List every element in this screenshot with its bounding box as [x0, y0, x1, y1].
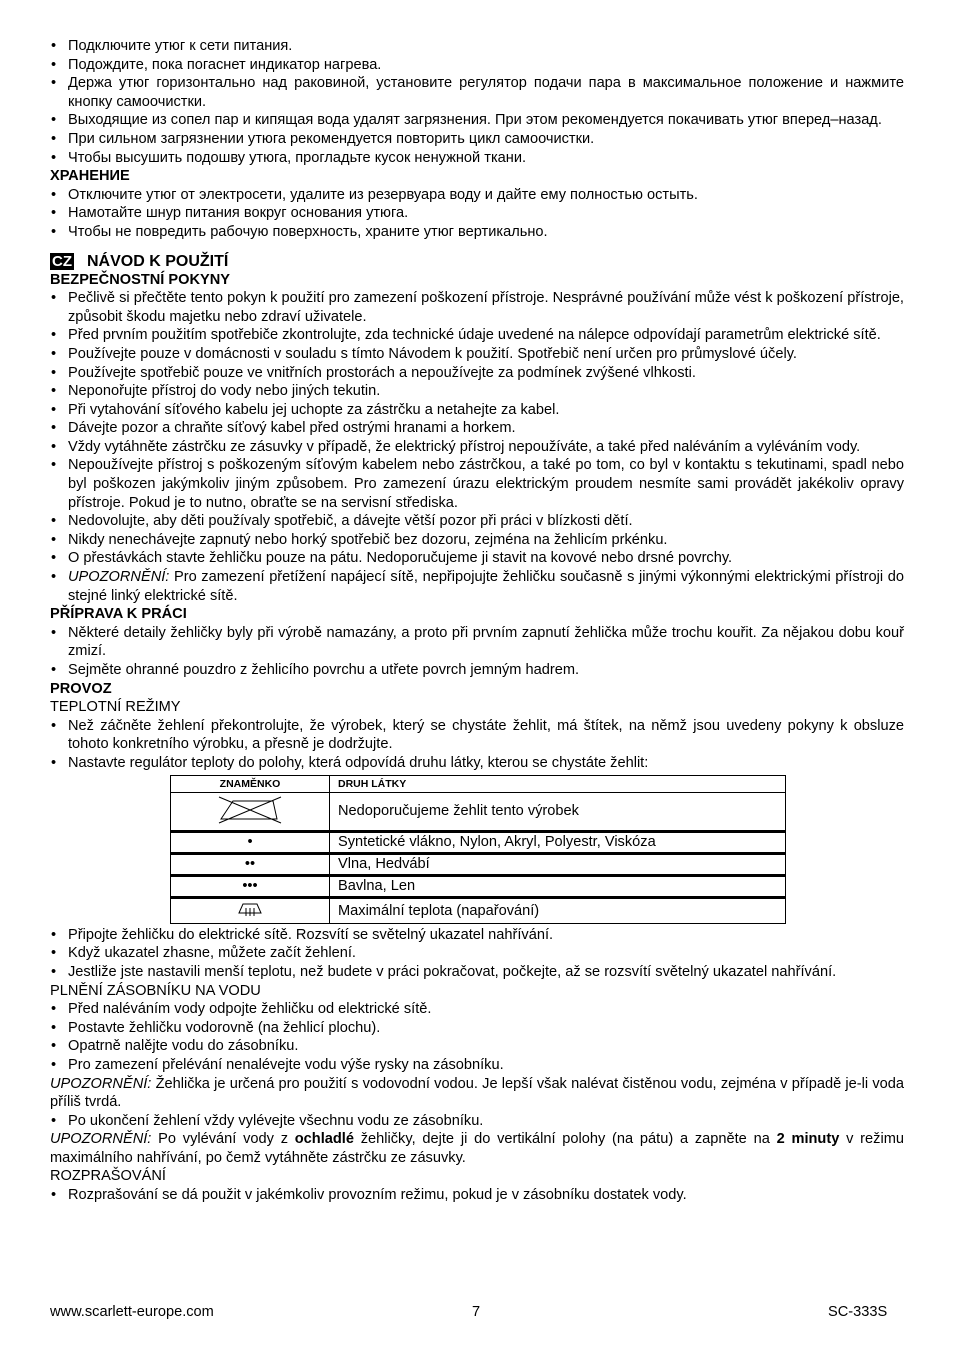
list-item: • Vždy vytáhněte zástrčku ze zásuvky v případě, že elektrický přístroj nepoužíváte, a také před naléváním a vyléváním vody.	[50, 438, 904, 457]
table-cell-fabric: Syntetické vlákno, Nylon, Akryl, Polyestr, Viskóza	[330, 832, 786, 854]
ru-storage-list	[50, 186, 904, 242]
warning-text: v režimu maximálního nahřívání, po čemž vytáhněte zástrčku ze zásuvky.	[50, 1131, 904, 1166]
list-item: • Postavte žehličku vodorovně (na žehlicí plochu).	[50, 1019, 904, 1038]
cz-spray-list	[50, 1186, 904, 1205]
list-item: • Sejměte ohranné pouzdro z žehlicího povrchu a utřete povrch jemným hadrem.	[50, 661, 904, 680]
cz-safety-warning	[50, 568, 904, 605]
list-item: • Pro zamezení přelévání nenalévejte vodu výše rysky na zásobníku.	[50, 1056, 904, 1075]
list-item: • Выходящие из сопел пар и кипящая вода удалят загрязнения. При этом рекомендуется покачивать утюг вперед–назад.	[50, 111, 904, 130]
list-item: • O přestávkách stavte žehličku pouze na pátu. Nedoporučujeme ji stavit na kovové nebo drsné povrchy.	[50, 549, 904, 568]
list-item: • Opatrně nalějte vodu do zásobníku.	[50, 1037, 904, 1056]
cz-safety-list	[50, 289, 904, 568]
no-iron-icon	[171, 792, 330, 832]
page-content	[50, 37, 904, 1205]
cz-fill-after-list	[50, 1112, 904, 1131]
table-cell-fabric: Nedoporučujeme žehlit tento výrobek	[330, 792, 786, 832]
table-row	[171, 832, 786, 854]
list-item: • Pečlivě si přečtěte tento pokyn k použití pro zamezení poškození přístroje. Nesprávné používání může vést k poškození přístroje, způsobit škodu majetku nebo zdraví uživatele.	[50, 289, 904, 326]
list-item: • Держа утюг горизонтально над раковиной, установите регулятор подачи пара в максимальное положение и нажмите кнопку самоочистки.	[50, 74, 904, 111]
table-cell-fabric: Bavlna, Len	[330, 876, 786, 898]
list-item: • Подождите, пока погаснет индикатор нагрева.	[50, 56, 904, 75]
list-item: • Nastavte regulátor teploty do polohy, která odpovídá druhu látky, kterou se chystáte žehlit:	[50, 754, 904, 773]
list-item: • Před naléváním vody odpojte žehličku od elektrické sítě.	[50, 1000, 904, 1019]
table-cell-fabric: Maximální teplota (napařování)	[330, 898, 786, 924]
page-footer	[50, 1303, 890, 1323]
list-item: • Nedovolujte, aby děti používaly spotřebič, a dávejte větší pozor při práci v blízkosti dětí.	[50, 512, 904, 531]
list-item: • Подключите утюг к сети питания.	[50, 37, 904, 56]
list-item: • Чтобы высушить подошву утюга, прогладьте кусок ненужной ткани.	[50, 149, 904, 168]
cz-fill-warning-2	[50, 1130, 904, 1167]
list-item: • Před prvním použitím spotřebiče zkontrolujte, zda technické údaje uvedené na nálepce odpovídají parametrům elektrické sítě.	[50, 326, 904, 345]
table-cell-symbol: ••	[171, 854, 330, 876]
list-item: • Používejte pouze v domácnosti v souladu s tímto Návodem k použití. Spotřebič není určen pro průmyslové účely.	[50, 345, 904, 364]
table-cell-symbol: •	[171, 832, 330, 854]
cz-op-heading: PROVOZ	[50, 680, 112, 697]
list-item: • Po ukončení žehlení vždy vylévejte všechnu vodu ze zásobníku.	[50, 1112, 904, 1131]
list-item: • Отключите утюг от электросети, удалите из резервуара воду и дайте ему полностью остыть.	[50, 186, 904, 205]
warning-text: Po vylévání vody z	[151, 1131, 295, 1148]
cz-prep-list	[50, 624, 904, 680]
cz-after-table-list	[50, 926, 904, 982]
warning-label: UPOZORNĚNÍ:	[50, 1131, 152, 1148]
cz-fill-list	[50, 1000, 904, 1074]
list-item: • Nikdy nenechávejte zapnutý nebo horký spotřebič bez dozoru, zejména na žehlicím prkénku.	[50, 531, 904, 550]
ru-storage-heading: ХРАНЕНИЕ	[50, 168, 130, 185]
cz-temp-list	[50, 717, 904, 773]
warning-label: UPOZORNĚNÍ:	[50, 1075, 152, 1092]
list-item: • Dávejte pozor a chraňte síťový kabel před ostrými hranami a horkem.	[50, 419, 904, 438]
cz-flag-badge: CZ	[52, 252, 72, 270]
table-cell-symbol: •••	[171, 876, 330, 898]
list-item: • Чтобы не повредить рабочую поверхность, храните утюг вертикально.	[50, 223, 904, 242]
fabric-temperature-table	[170, 775, 786, 924]
table-row	[171, 854, 786, 876]
warning-bold: 2 minuty	[776, 1131, 840, 1148]
warning-text: Pro zamezení přetížení napájecí sítě, nepřipojujte žehličku současně s jinými výkonnými elektrickými přístroji do stejné linký elektrické sítě.	[68, 569, 904, 604]
list-item: • Některé detaily žehličky byly při výrobě namazány, a proto při prvním zapnutí žehlička může trochu kouřit. Za nějakou dobu kouř zmizí.	[50, 624, 904, 661]
cz-prep-heading: PŘÍPRAVA K PRÁCI	[50, 606, 187, 623]
table-row	[171, 898, 786, 924]
footer-page-number: 7	[472, 1304, 481, 1320]
cz-safety-warning-list	[50, 568, 904, 605]
table-col-symbol: ZNAMĚNKO	[171, 775, 330, 792]
cz-spray-heading: ROZPRAŠOVÁNÍ	[50, 1168, 166, 1185]
ru-cleaning-list	[50, 37, 904, 167]
cz-fill-warning	[50, 1075, 904, 1112]
cz-title: NÁVOD K POUŽITÍ	[87, 252, 229, 270]
list-item: • Používejte spotřebič pouze ve vnitřních prostorách a nepoužívejte za podmínek zvýšené vlhkosti.	[50, 364, 904, 383]
cz-fill-heading: PLNĚNÍ ZÁSOBNÍKU NA VODU	[50, 982, 261, 999]
list-item: • Při vytahování síťového kabelu jej uchopte za zástrčku a netahejte za kabel.	[50, 401, 904, 420]
table-row	[171, 876, 786, 898]
warning-text: žehličky, dejte ji do vertikální polohy (na pátu) a zapněte na	[353, 1131, 777, 1148]
table-cell-fabric: Vlna, Hedvábí	[330, 854, 786, 876]
warning-text: Žehlička je určená pro použití s vodovodní vodou. Je lepší však nalévat čistěnou vodu, zejména v případě je-li voda příliš tvrdá.	[50, 1075, 904, 1111]
cz-temp-heading: TEPLOTNÍ REŽIMY	[50, 699, 181, 716]
list-item: • Nepoužívejte přístroj s poškozeným síťovým kabelem nebo zástrčkou, a také po tom, co byl v kontaktu s tekutinami, spadl nebo byl poškozen jakýmkoliv jiným způsobem. Pro zamezení úrazu elektrickým proudem nesmíte sami provádět jakékoliv opravy přístroje. Pokud je to nutno, obraťte se na servisní střediska.	[50, 456, 904, 512]
list-item: • Jestliže jste nastavili menší teplotu, než budete v práci pokračovat, počkejte, až se rozsvítí světelný ukazatel nahřívání.	[50, 963, 904, 982]
cz-safety-heading: BEZPEČNOSTNÍ POKYNY	[50, 271, 231, 288]
table-header-row	[171, 775, 786, 792]
footer-model: SC-333S	[828, 1304, 888, 1320]
warning-bold: ochladlé	[294, 1131, 354, 1148]
list-item: • Než záčněte žehlení překontrolujte, že výrobek, který se chystáte žehlit, má štítek, na němž jsou uvedeny pokyny k obsluze tohoto konkretního výrobku, a přesně je dodržujte.	[50, 717, 904, 754]
cz-section-title	[50, 252, 904, 271]
table-col-fabric: DRUH LÁTKY	[330, 775, 786, 792]
table-row	[171, 792, 786, 832]
list-item: • Намотайте шнур питания вокруг основания утюга.	[50, 204, 904, 223]
list-item: • Připojte žehličku do elektrické sítě. Rozsvítí se světelný ukazatel nahřívání.	[50, 926, 904, 945]
list-item: • Když ukazatel zhasne, můžete začít žehlení.	[50, 944, 904, 963]
footer-url: www.scarlett-europe.com	[50, 1304, 214, 1320]
list-item: • При сильном загрязнении утюга рекомендуется повторить цикл самоочистки.	[50, 130, 904, 149]
steam-iron-icon	[171, 898, 330, 924]
list-item: • Neponořujte přístroj do vody nebo jiných tekutin.	[50, 382, 904, 401]
list-item: • Rozprašování se dá použit v jakémkoliv provozním režimu, pokud je v zásobníku dostatek vody.	[50, 1186, 904, 1205]
warning-label: UPOZORNĚNÍ:	[68, 569, 170, 586]
